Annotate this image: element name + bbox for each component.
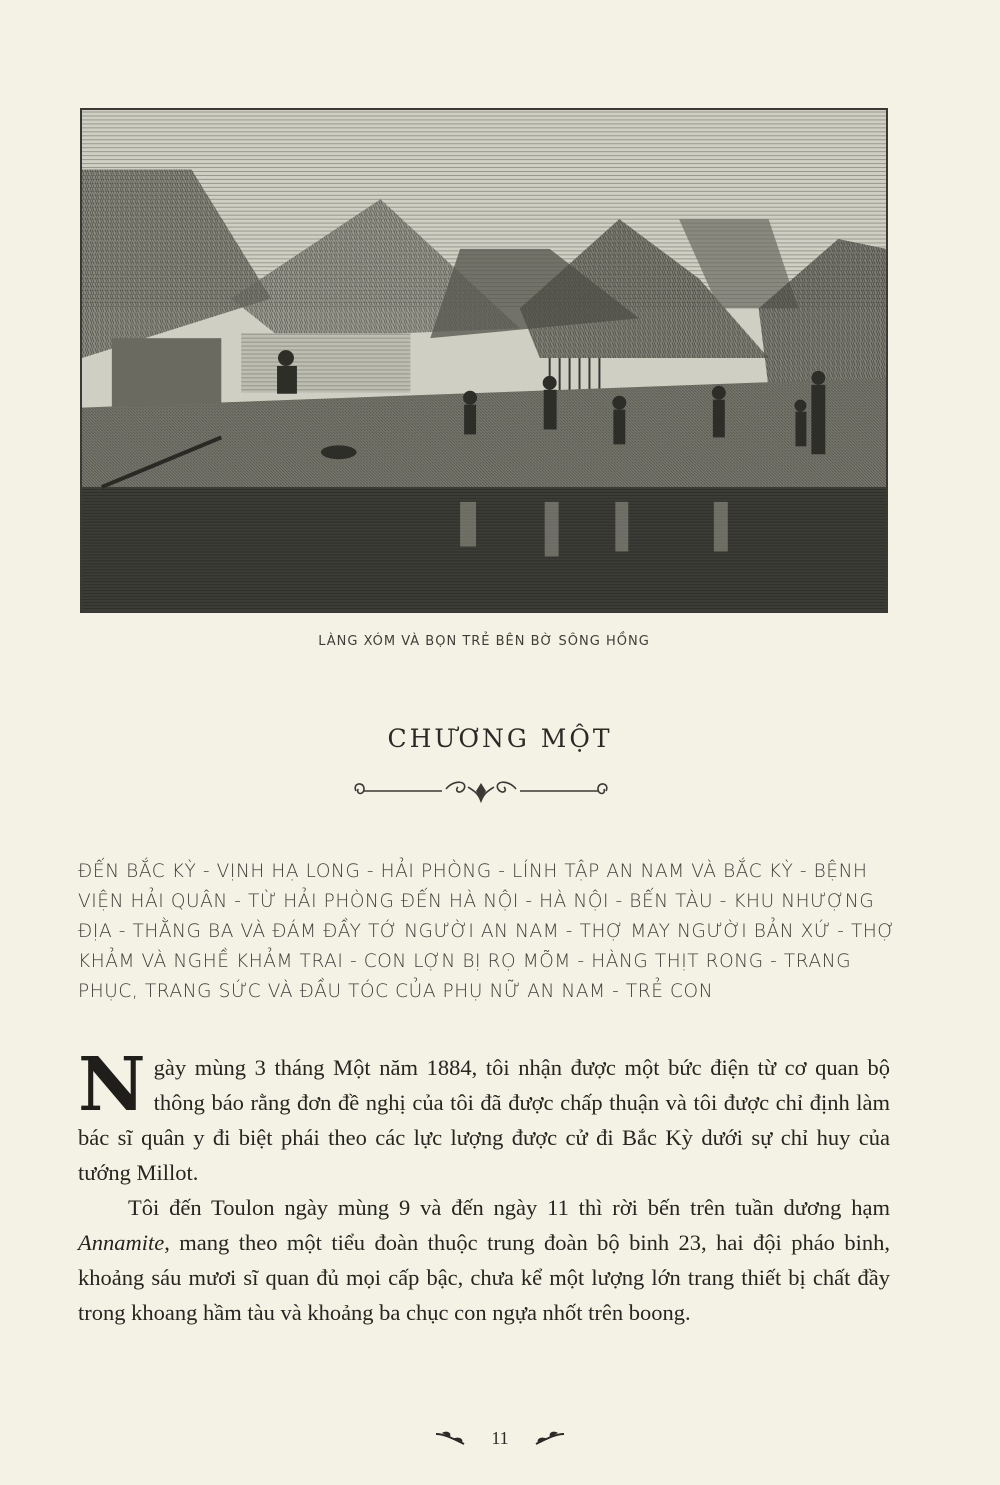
- paragraph-2-text-end: , mang theo một tiểu đoàn thuộc trung đoàn bộ binh 23, hai đội pháo binh, khoảng sáu mươi sĩ quan đủ mọi cấp bậc, chưa kể một lượng lớn trang thiết bị chất đầy trong khoang hầm tàu và khoảng ba chục con ngựa nhốt trên boong.: [78, 1230, 890, 1325]
- left-leaf-ornament-icon: [434, 1430, 468, 1448]
- chapter-summary: ĐẾN BẮC KỲ - VỊNH HẠ LONG - HẢI PHÒNG - LÍNH TẬP AN NAM VÀ BẮC KỲ - BỆNH VIỆN HẢI QUÂN - TỪ HẢI PHÒNG ĐẾN HÀ NỘI - HÀ NỘI - BẾN TÀU - KHU NHƯỢNG ĐỊA - THẰNG BA VÀ ĐÁM ĐẦY TỚ NGƯỜI AN NAM - THỢ MAY NGƯỜI BẢN XỨ - THỢ KHẢM VÀ NGHỀ KHẢM TRAI - CON LỢN BỊ RỌ MÕM - HÀNG THỊT RONG - TRANG PHỤC, TRANG SỨC VÀ ĐẦU TÓC CỦA PHỤ NỮ AN NAM - TRẺ CON: [78, 861, 896, 1002]
- page-footer: [0, 1428, 1000, 1458]
- page-number: 11: [491, 1428, 509, 1448]
- right-leaf-ornament-icon: [532, 1430, 566, 1448]
- ship-name: Annamite: [78, 1230, 165, 1255]
- chapter-body: [78, 1042, 890, 1330]
- body-paragraph-2: [78, 1190, 890, 1330]
- figure-caption: LÀNG XÓM VÀ BỌN TRẺ BÊN BỜ SÔNG HỒNG: [318, 634, 650, 649]
- flourish-ornament: [350, 775, 612, 805]
- paragraph-2-text-start: Tôi đến Toulon ngày mùng 9 và đến ngày 11 thì rời bến trên tuần dương hạm: [128, 1195, 890, 1220]
- village-engraving-illustration: [80, 108, 888, 613]
- chapter-title: CHƯƠNG MỘT: [387, 724, 613, 753]
- drop-cap: N: [78, 1042, 146, 1128]
- engraving-image: [82, 110, 886, 611]
- body-paragraph-1: [78, 1042, 890, 1190]
- paragraph-1-text: gày mùng 3 tháng Một năm 1884, tôi nhận được một bức điện từ cơ quan bộ thông báo rằng đơn đề nghị của tôi đã được chấp thuận và tôi được chỉ định làm bác sĩ quân y đi biệt phái theo các lực lượng được cử đi Bắc Kỳ dưới sự chỉ huy của tướng Millot.: [78, 1055, 890, 1185]
